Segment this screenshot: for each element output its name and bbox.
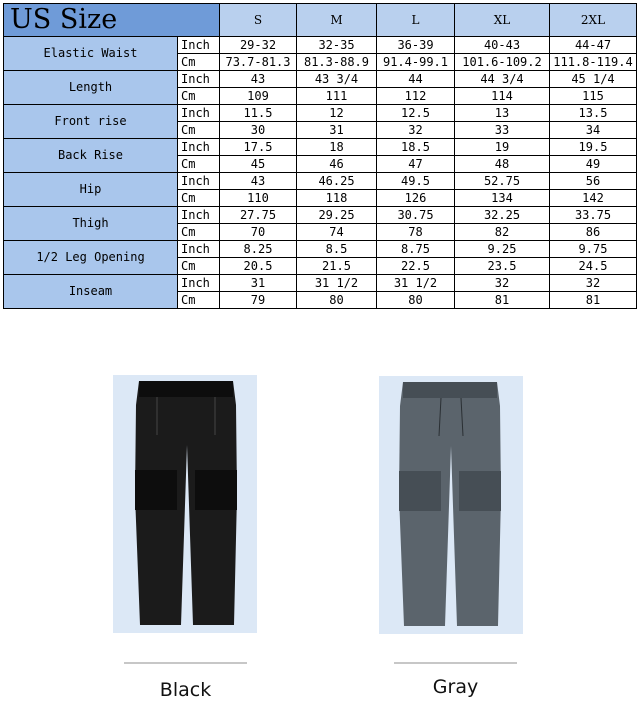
unit-label: Cm [178,292,220,309]
measure-cell: 43 [220,71,297,88]
measure-cell: 13 [455,105,550,122]
measure-cell: 36-39 [377,37,455,54]
cargo-pocket-left-black [135,470,177,510]
measurement-label: Inseam [4,275,178,309]
unit-label: Cm [178,190,220,207]
measure-cell: 9.75 [550,241,637,258]
measure-cell: 12 [297,105,377,122]
measurement-label: Front rise [4,105,178,139]
measure-cell: 32 [455,275,550,292]
unit-label: Cm [178,88,220,105]
waistband-gray [403,382,497,398]
measure-cell: 29-32 [220,37,297,54]
size-chart-body [4,4,637,309]
product-photo-black [113,375,257,633]
unit-label: Inch [178,105,220,122]
measure-row [4,37,637,54]
measure-cell: 49.5 [377,173,455,190]
measure-cell: 48 [455,156,550,173]
measure-cell: 45 1/4 [550,71,637,88]
cargo-pocket-right-gray [459,471,501,511]
measure-cell: 126 [377,190,455,207]
product-photo-gray [379,376,523,634]
measure-cell: 115 [550,88,637,105]
measure-cell: 9.25 [455,241,550,258]
chart-title: US Size [4,4,220,37]
measure-cell: 81.3-88.9 [297,54,377,71]
measure-cell: 46.25 [297,173,377,190]
divider-black [124,662,247,664]
unit-label: Cm [178,54,220,71]
measure-cell: 44-47 [550,37,637,54]
measure-cell: 78 [377,224,455,241]
cargo-pocket-left-gray [399,471,441,511]
measure-cell: 56 [550,173,637,190]
measure-cell: 111.8-119.4 [550,54,637,71]
measure-cell: 112 [377,88,455,105]
product-label-gray: Gray [432,676,479,698]
measure-row [4,71,637,88]
measure-cell: 114 [455,88,550,105]
measure-cell: 33 [455,122,550,139]
measure-cell: 101.6-109.2 [455,54,550,71]
measure-cell: 24.5 [550,258,637,275]
pants-black-image [113,375,257,633]
measure-cell: 46 [297,156,377,173]
measure-cell: 17.5 [220,139,297,156]
measure-cell: 8.5 [297,241,377,258]
unit-label: Inch [178,207,220,224]
size-header-xl: XL [455,4,550,37]
measure-cell: 8.75 [377,241,455,258]
measure-cell: 33.75 [550,207,637,224]
measure-cell: 30.75 [377,207,455,224]
unit-label: Inch [178,275,220,292]
measure-cell: 86 [550,224,637,241]
unit-label: Inch [178,139,220,156]
unit-label: Inch [178,241,220,258]
measure-cell: 12.5 [377,105,455,122]
measure-cell: 13.5 [550,105,637,122]
measure-cell: 82 [455,224,550,241]
pants-gray-image [379,376,523,634]
measure-cell: 30 [220,122,297,139]
measure-cell: 18 [297,139,377,156]
unit-label: Inch [178,37,220,54]
measure-cell: 134 [455,190,550,207]
divider-gray [394,662,517,664]
measure-cell: 111 [297,88,377,105]
size-header-s: S [220,4,297,37]
measure-cell: 22.5 [377,258,455,275]
measurement-label: Hip [4,173,178,207]
measure-cell: 109 [220,88,297,105]
unit-label: Cm [178,258,220,275]
measure-cell: 44 3/4 [455,71,550,88]
measure-cell: 52.75 [455,173,550,190]
measure-cell: 40-43 [455,37,550,54]
measure-cell: 74 [297,224,377,241]
unit-label: Inch [178,71,220,88]
measure-cell: 44 [377,71,455,88]
measure-cell: 29.25 [297,207,377,224]
measure-cell: 19 [455,139,550,156]
unit-label: Cm [178,156,220,173]
measurement-label: 1/2 Leg Opening [4,241,178,275]
measure-cell: 118 [297,190,377,207]
measure-cell: 43 [220,173,297,190]
measure-cell: 23.5 [455,258,550,275]
measure-cell: 80 [377,292,455,309]
size-header-2xl: 2XL [550,4,637,37]
cargo-pocket-right-black [195,470,237,510]
measure-cell: 110 [220,190,297,207]
measurement-label: Back Rise [4,139,178,173]
measure-cell: 32-35 [297,37,377,54]
measure-cell: 43 3/4 [297,71,377,88]
measure-cell: 80 [297,292,377,309]
measure-cell: 34 [550,122,637,139]
measure-cell: 73.7-81.3 [220,54,297,71]
product-label-black: Black [159,679,212,701]
size-header-m: M [297,4,377,37]
unit-label: Cm [178,224,220,241]
measure-row [4,105,637,122]
measure-row [4,275,637,292]
measure-cell: 47 [377,156,455,173]
unit-label: Inch [178,173,220,190]
size-chart-table [3,3,637,309]
measure-cell: 70 [220,224,297,241]
measure-cell: 31 [220,275,297,292]
measurement-label: Length [4,71,178,105]
measure-cell: 27.75 [220,207,297,224]
measurement-label: Thigh [4,207,178,241]
measure-cell: 142 [550,190,637,207]
measure-cell: 32 [550,275,637,292]
measure-cell: 45 [220,156,297,173]
measure-cell: 31 1/2 [297,275,377,292]
measure-cell: 49 [550,156,637,173]
measure-cell: 8.25 [220,241,297,258]
size-header-row [4,4,637,37]
measure-cell: 11.5 [220,105,297,122]
measure-cell: 32.25 [455,207,550,224]
measure-row [4,241,637,258]
measure-row [4,173,637,190]
measure-row [4,139,637,156]
measurement-label: Elastic Waist [4,37,178,71]
measure-cell: 18.5 [377,139,455,156]
measure-cell: 20.5 [220,258,297,275]
measure-row [4,207,637,224]
size-header-l: L [377,4,455,37]
measure-cell: 91.4-99.1 [377,54,455,71]
measure-cell: 31 1/2 [377,275,455,292]
measure-cell: 81 [550,292,637,309]
measure-cell: 31 [297,122,377,139]
measure-cell: 19.5 [550,139,637,156]
waistband-black [139,381,233,397]
measure-cell: 79 [220,292,297,309]
measure-cell: 81 [455,292,550,309]
unit-label: Cm [178,122,220,139]
measure-cell: 21.5 [297,258,377,275]
measure-cell: 32 [377,122,455,139]
